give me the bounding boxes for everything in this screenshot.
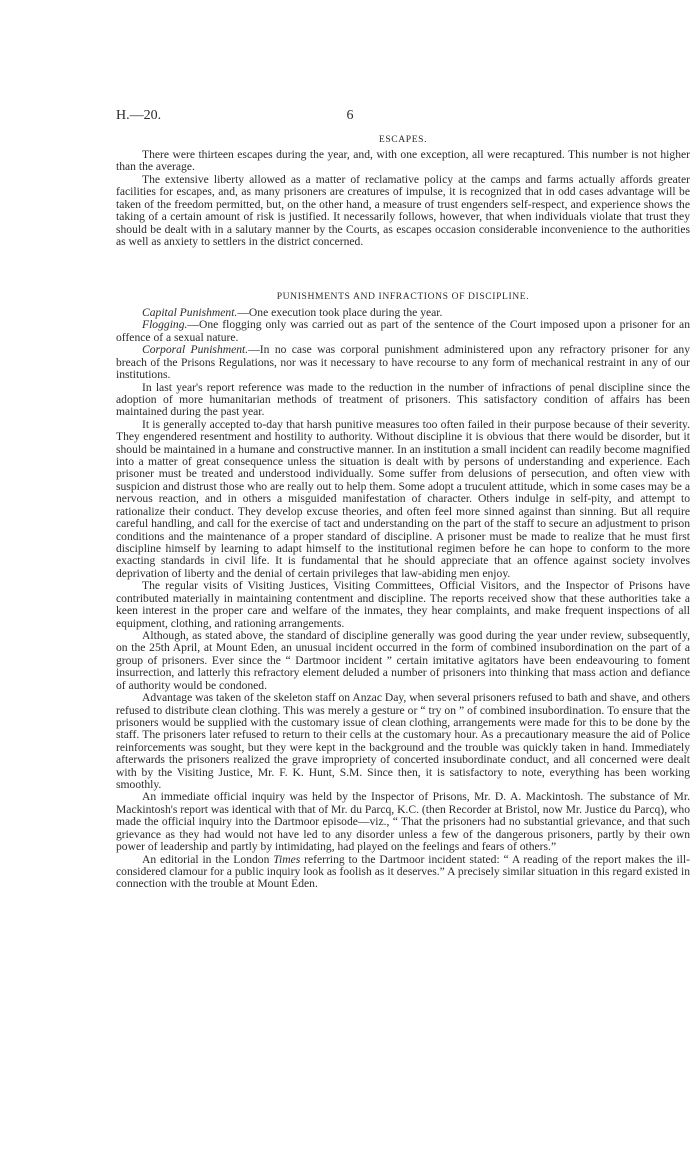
escapes-heading: ESCAPES. [378,134,428,145]
page-number: 6 [346,108,354,123]
punishments-section [116,307,690,891]
corporal-punishment-label: Corporal Punishment. [142,343,249,357]
corporal-punishment-text: —In no case was corporal punishment administered upon any refractory prisoner for any breach of the Prisons Regulations, nor was it necessary to have recourse to any form of mechanical restraint in any of our institutions. [116,343,690,382]
times-title: Times [273,852,301,866]
escapes-paragraph-1: There were thirteen escapes during the year, and, with one exception, all were recaptured. This number is not higher than the average. [116,148,690,174]
escapes-paragraph-2: The extensive liberty allowed as a matter of reclamative policy at the camps and farms actually affords greater facilities for escapes, and, as many prisoners are creatures of impulse, it is recognized that in odd cases advantage will be taken of the freedom permitted, but, on the other hand, a measure of trust engenders self-respect, and experience shows the taking of a certain amount of risk is justified. It necessarily follows, however, that when individuals violate that trust they should be dealt with in a salutary manner by the Courts, as escapes occasion considerable inconvenience to the authorities as well as anxiety to settlers in the district concerned. [116,172,690,248]
discipline-paragraph: It is generally accepted to-day that harsh punitive measures too often failed in their purpose because of their severity. They engendered resentment and hostility to authority. Without discipline it is obvious that there would be disorder, but it should be maintained in a humane and constructive manner. In an institution a small incident can readily become magnified into a matter of great consequence unless the situation is dealt with by persons of understanding and experience. Each prisoner must be treated and understood individually. Some suffer from delusions of persecution, and often view with suspicion and distrust those who are really out to help them. Some adopt a truculent attitude, which in some cases may be a nervous reaction, and in others a misguided manifestation of character. Others indulge in self-pity, and attempt to rationalize their conduct. They develop excuse theories, and often feel more sinned against than sinning. But all require careful handling, and call for the exercise of tact and understanding on the part of the staff to secure an adjustment to prison conditions and the maintenance of a proper standard of discipline. A prisoner must be made to realize that he must first discipline himself by learning to adapt himself to the institutional regimen before he can hope to conform to the more exacting standards in civil life. It is fundamental that he should appreciate that an offence against society involves deprivation of liberty and the denial of certain privileges that law-abiding men enjoy. [116,417,690,580]
document-reference: H.—20. [116,108,162,123]
report-reference-paragraph: In last year's report reference was made to the reduction in the number of infractions of penal discipline since the adoption of more humanitarian methods of treatment of prisoners. This satisfactory condition of affairs has been maintained during the past year. [116,380,690,419]
escapes-section [116,149,690,248]
capital-punishment-label: Capital Punishment. [142,306,238,319]
flogging-text: —One flogging only was carried out as part of the sentence of the Court imposed upon a prisoner for an offence of a sexual nature. [116,318,690,344]
editorial-text-end: referring to the Dartmoor incident stated: “ A reading of the report makes the ill-considered clamour for a public inquiry look as foolish as it deserves.” A precisely similar situation in this regard existed in connection with the trouble at Mount Eden. [116,852,690,891]
editorial-text-start: An editorial in the London [142,852,274,866]
anzac-day-paragraph: Advantage was taken of the skeleton staff on Anzac Day, when several prisoners refused to bath and shave, and others refused to distribute clean clothing. This was merely a gesture or “ try on ” of combined insubordination. To ensure that the prisoners would be supplied with the customary issue of clean clothing, arrangements were made for this to be done by the staff. The prisoners later refused to return to their cells at the customary hour. As a precautionary measure the aid of Police reinforcements was sought, but they were kept in the background and the trouble was quickly taken in hand. Immediately afterwards the prisoners realized the grave impropriety of concerted insubordinate conduct, and all concerned were dealt with by the Visiting Justice, Mr. F. K. Hunt, S.M. Since then, it is satisfactory to note, everything has been working smoothly. [116,691,690,792]
corporal-punishment-paragraph [116,344,690,381]
mount-eden-incident-paragraph: Although, as stated above, the standard of discipline generally was good during the year under review, subsequently, on the 25th April, at Mount Eden, an unusual incident occurred in the form of combined insubordination on the part of a group of prisoners. Ever since the “ Dartmoor incident ” certain imitative agitators have been endeavouring to foment insurrection, and latterly this refractory element deluded a number of prisoners into thinking that mass action and defiance of authority would be condoned. [116,628,690,692]
flogging-paragraph [116,319,690,344]
editorial-paragraph [116,854,690,891]
capital-punishment-text: —One execution took place during the year. [237,306,443,319]
official-inquiry-paragraph: An immediate official inquiry was held by the Inspector of Prisons, Mr. D. A. Mackintosh. The substance of Mr. Mackintosh's report was identical with that of Mr. du Parcq, K.C. (then Recorder at Bristol, now Mr. Justice du Parcq), who made the official inquiry into the Dartmoor episode—viz., “ That the prisoners had no substantial grievance, and that such grievance as they had would not have led to any disorder unless a few of the dangerous prisoners, partly by their own power of leadership and partly by intimidating, had played on the feelings and fears of others.” [116,790,690,854]
punishments-heading: PUNISHMENTS AND INFRACTIONS OF DISCIPLINE. [276,291,530,302]
flogging-label: Flogging. [142,318,188,332]
visiting-justices-paragraph: The regular visits of Visiting Justices, Visiting Committees, Official Visitors, and the Inspector of Prisons have contributed materially in maintaining contentment and discipline. The reports received show that these authorities take a keen interest in the proper care and welfare of the inmates, they hear complaints, and make frequent inspections of all equipment, clothing, and rationing arrangements. [116,579,690,630]
